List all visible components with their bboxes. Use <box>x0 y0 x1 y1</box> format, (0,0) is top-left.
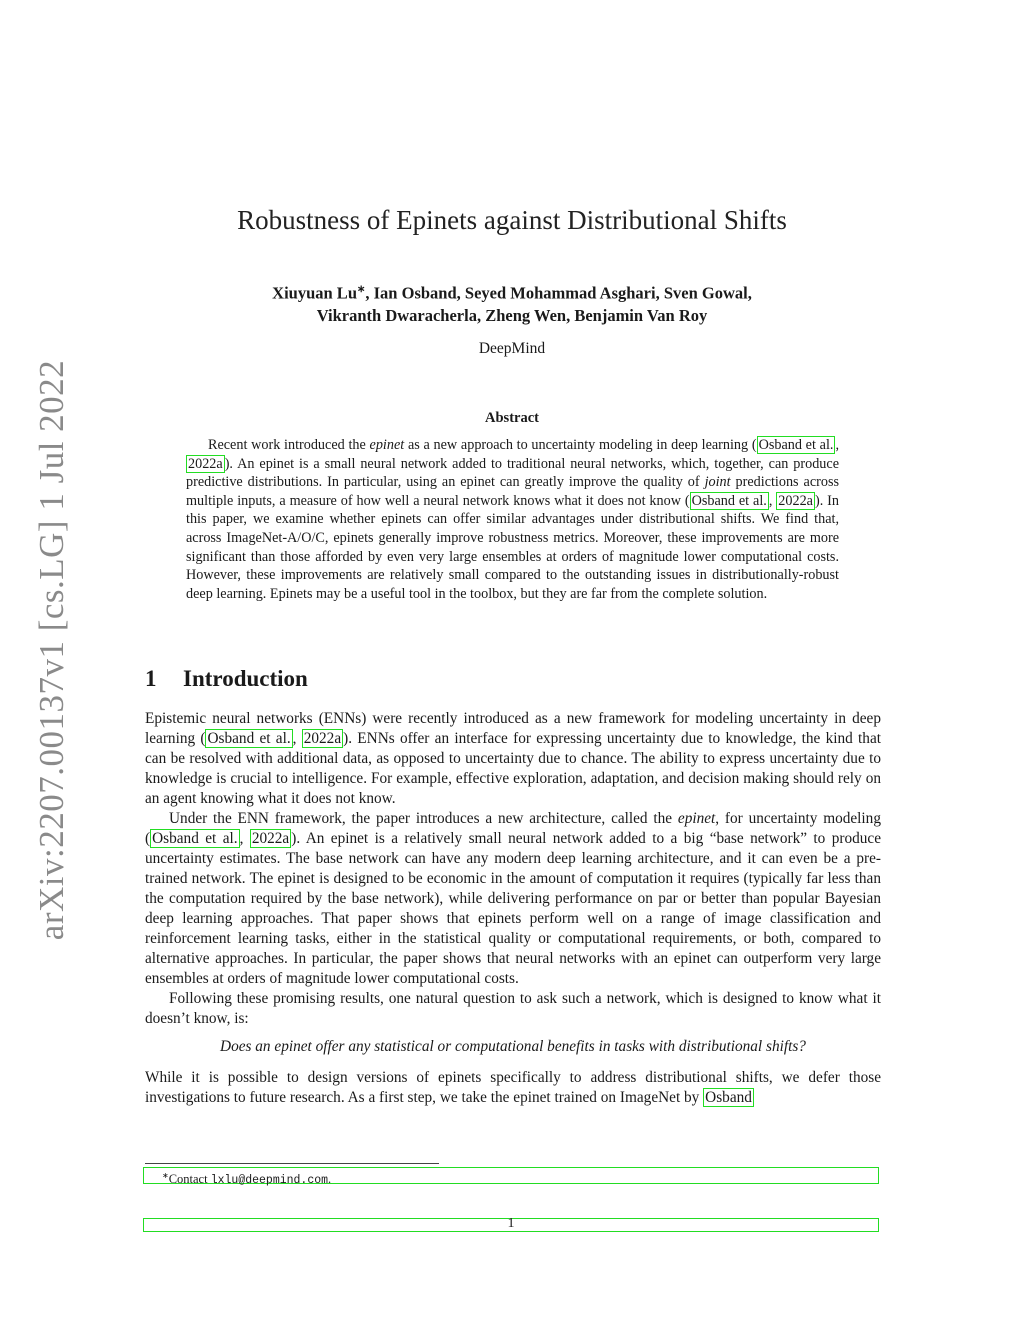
footnote-divider <box>145 1163 439 1164</box>
citation-year-link[interactable]: 2022a <box>188 455 223 472</box>
footnote[interactable] <box>143 1167 879 1188</box>
authors-line2: Vikranth Dwaracherla, Zheng Wen, Benjamin Van Roy <box>316 305 708 325</box>
author-footnote-mark[interactable]: ∗ <box>357 284 366 295</box>
contact-email: lxlu@deepmind.com <box>210 1174 329 1188</box>
abstract-heading: Abstract <box>485 410 539 426</box>
abstract-text: ). An epinet is a small neural network added to traditional neural networks, which, together, can produce predictive distributions. In particular, using an epinet can greatly improve the quality of <box>186 455 839 491</box>
abstract-text: Recent work introduced the <box>208 437 370 453</box>
paragraph-text: ). An epinet is a relatively small neural network added to a big “base network” to produce uncertainty estimates. The base network can have any modern deep learning architecture, and it can even be a pre-trained network. The epinet is designed to be economic in the amount of computation it requires (typically far less than the computation required by the base network), while delivering performance on par or better than popular Bayesian deep learning approaches. That paper shows that epinets perform well on a range of image classification and reinforcement learning tasks, either in the statistical quality or computational requirements, or both, compared to alternative approaches. In particular, the paper shows that neural networks with an epinet can outperform very large ensembles at orders of magnitude lower computational costs. <box>145 830 881 987</box>
page-number[interactable]: 1 <box>143 1218 879 1232</box>
introduction-body <box>145 709 881 1108</box>
citation-link[interactable]: Osband et al. <box>758 437 834 453</box>
citation-separator: , <box>768 492 777 509</box>
research-question: Does an epinet offer any statistical or computational benefits in tasks with distributional shifts? <box>220 1038 806 1055</box>
footnote-text: Contact <box>168 1172 211 1187</box>
abstract-text: predictions across multiple inputs, a measure of how well a neural network knows what it does not know ( <box>186 474 839 509</box>
author-list <box>0 279 1024 327</box>
arxiv-identifier: arXiv:2207.00137v1 [cs.LG] 1 Jul 2022 <box>32 359 71 941</box>
citation-separator: , <box>239 830 250 847</box>
paragraph-emphasis: epinet <box>677 810 716 827</box>
citation-year-link[interactable]: 2022a <box>303 730 342 747</box>
citation-separator: , <box>292 730 302 747</box>
citation-year-link[interactable]: 2022a <box>778 492 813 509</box>
paragraph-text: Under the ENN framework, the paper introduces a new architecture, called the <box>169 810 678 827</box>
section-heading <box>145 666 308 692</box>
citation-link[interactable]: Osband et al. <box>152 830 238 847</box>
paper-title: Robustness of Epinets against Distributional Shifts <box>237 205 787 235</box>
citation-link[interactable]: Osband <box>705 1089 752 1106</box>
abstract-emphasis: joint <box>704 474 731 491</box>
first-author: Xiuyuan Lu <box>272 283 357 303</box>
abstract-body <box>186 436 839 603</box>
paragraph-text: ). ENNs offer an interface for expressing uncertainty due to knowledge, the kind that can be resolved with additional data, as opposed to uncertainty due to chance. The ability to express uncertainty due to knowledge is crucial to intelligence. For example, effective exploration, adaptation, and decision making should rely on an agent knowing what it does not know. <box>145 730 881 807</box>
section-title: Introduction <box>183 666 308 691</box>
authors-line1-rest: , Ian Osband, Seyed Mohammad Asghari, Sven Gowal, <box>365 283 752 303</box>
paragraph <box>145 709 881 809</box>
paragraph <box>145 809 881 989</box>
citation-link[interactable]: Osband et al. <box>691 492 767 509</box>
citation-year-link[interactable]: 2022a <box>251 830 290 847</box>
footnote-end: . <box>328 1172 332 1187</box>
paragraph-text: , for uncertainty modeling ( <box>145 810 881 847</box>
affiliation: DeepMind <box>478 340 546 357</box>
citation-link[interactable]: Osband et al. <box>207 730 291 747</box>
paragraph <box>145 1068 881 1108</box>
paragraph-text: Epistemic neural networks (ENNs) were recently introduced as a new framework for modeling uncertainty in deep learning ( <box>145 710 881 747</box>
abstract-text: ). In this paper, we examine whether epinets can offer similar advantages under distributional shifts. We find that, across ImageNet-A/O/C, epinets generally improve robustness metrics. Moreover, these improvements are more significant than those afforded by even very large ensembles at orders of magnitude lower computational costs. However, these improvements are relatively small compared to the outstanding issues in distributionally-robust deep learning. Epinets may be a useful tool in the toolbox, but they are far from the complete solution. <box>186 492 839 602</box>
section-number: 1 <box>145 666 157 691</box>
paragraph: Following these promising results, one natural question to ask such a network, which is designed to know what it doesn’t know, is: <box>145 990 881 1027</box>
citation-separator: , <box>835 437 839 453</box>
footnote-mark: ∗ <box>162 1171 169 1180</box>
paragraph-text: While it is possible to design versions of epinets specifically to address distributional shifts, we defer those investigations to future research. As a first step, we take the epinet trained on ImageNet by <box>145 1069 881 1106</box>
abstract-text: as a new approach to uncertainty modeling in deep learning ( <box>404 437 757 453</box>
abstract-emphasis: epinet <box>369 437 405 453</box>
